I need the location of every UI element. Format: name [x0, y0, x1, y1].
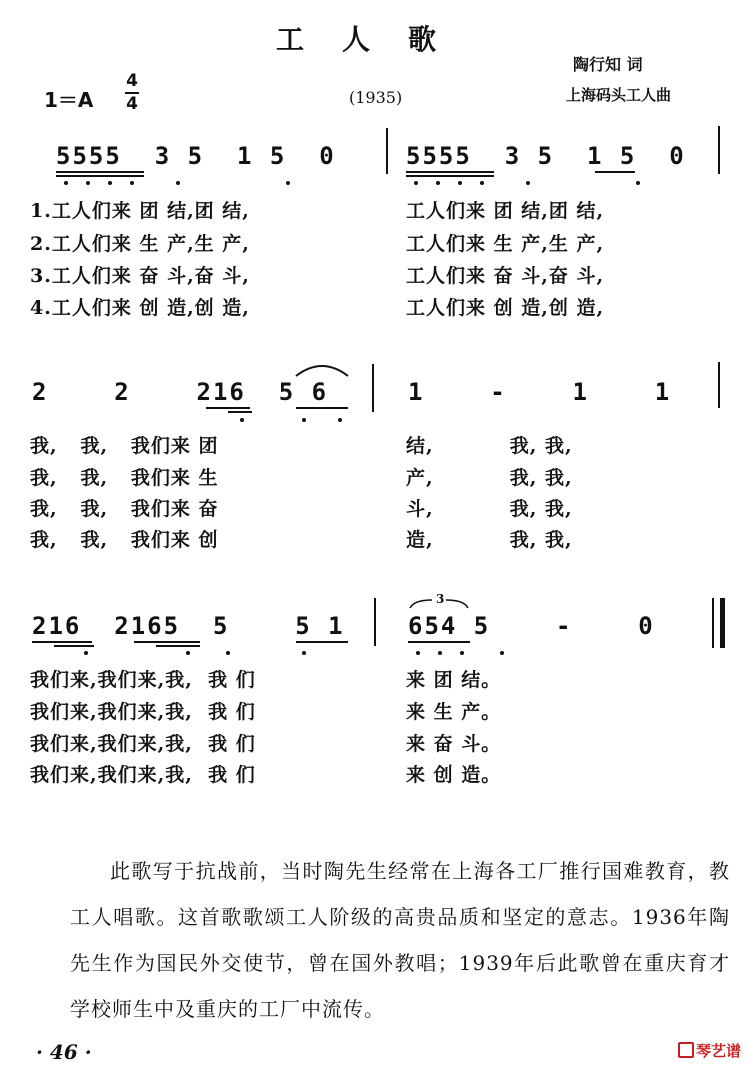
lyric-verse2-part1: 我, 我, 我们来 生	[30, 467, 219, 489]
sixteenth-beam	[228, 411, 252, 413]
lyric-verse1-part1: 1.工人们来 团 结,团 结,	[30, 200, 250, 222]
lyric-verse2-part1: 我们来,我们来,我, 我 们	[30, 701, 256, 723]
notes-system3-part2: 654 5 - 0	[408, 612, 655, 640]
triplet-bracket	[408, 596, 470, 610]
lyric-verse1-part2: 来 团 结。	[406, 669, 502, 691]
eighth-beam	[206, 407, 250, 409]
slur	[294, 362, 350, 378]
song-note-text: 此歌写于抗战前，当时陶先生经常在上海各工厂推行国难教育，教工人唱歌。这首歌歌颂工人阶级的高贵品质和坚定的意志。1936年陶先生作为国民外交使节，曾在国外教唱；1939年后此歌曾在重庆育才学校师生中及重庆的工厂中流传。	[70, 859, 730, 1021]
octave-dot	[458, 181, 462, 185]
lyric-verse3-part2: 工人们来 奋 斗,奋 斗,	[406, 265, 605, 287]
octave-dot	[414, 181, 418, 185]
octave-dot	[636, 181, 640, 185]
lyric-verse1-part1: 我们来,我们来,我, 我 们	[30, 669, 256, 691]
lyric-verse3-part2: 斗, 我, 我,	[406, 498, 573, 520]
octave-dot	[286, 181, 290, 185]
lyric-verse2-part2: 产, 我, 我,	[406, 467, 573, 489]
lyric-verse1-part1: 我, 我, 我们来 团	[30, 435, 219, 457]
octave-dot	[302, 651, 306, 655]
octave-dot	[186, 651, 190, 655]
sixteenth-beam	[56, 175, 144, 177]
composer-credit: 上海码头工人曲	[566, 86, 672, 104]
notes-system2-part2: 1 - 1 1	[408, 378, 672, 406]
octave-dot	[526, 181, 530, 185]
eighth-beam	[56, 171, 144, 173]
eighth-beam	[32, 641, 92, 643]
eighth-beam	[406, 171, 494, 173]
barline	[374, 598, 376, 646]
page-number: · 46 ·	[36, 1040, 92, 1064]
octave-dot	[240, 418, 244, 422]
composition-year: (1935)	[349, 88, 403, 107]
octave-dot	[226, 651, 230, 655]
time-signature-top: 4	[126, 71, 138, 91]
key-signature: 1＝A	[44, 88, 94, 112]
notes-system1-part2: 5555 3 5 1 5 0	[406, 142, 686, 170]
octave-dot	[338, 418, 342, 422]
sixteenth-beam	[406, 175, 494, 177]
lyric-verse2-part2: 来 生 产。	[406, 701, 502, 723]
lyric-verse4-part1: 我, 我, 我们来 创	[30, 529, 219, 551]
octave-dot	[64, 181, 68, 185]
eighth-beam	[296, 641, 348, 643]
sixteenth-beam	[54, 645, 94, 647]
final-barline-thick	[720, 598, 725, 648]
barline	[718, 126, 720, 174]
time-signature-bottom: 4	[126, 94, 138, 114]
octave-dot	[108, 181, 112, 185]
triplet-mark: 3	[436, 592, 445, 606]
eighth-beam	[595, 171, 635, 173]
notes-system1-part1: 5555 3 5 1 5 0	[56, 142, 336, 170]
song-title: 工人歌	[275, 23, 474, 56]
lyric-verse3-part1: 我, 我, 我们来 奋	[30, 498, 219, 520]
lyric-verse4-part2: 工人们来 创 造,创 造,	[406, 297, 605, 319]
octave-dot	[130, 181, 134, 185]
sixteenth-beam	[156, 645, 200, 647]
lyricist-credit: 陶行知 词	[573, 55, 643, 74]
barline	[718, 362, 720, 408]
octave-dot	[86, 181, 90, 185]
lyric-verse3-part2: 来 奋 斗。	[406, 733, 502, 755]
song-note-paragraph	[70, 848, 730, 1032]
lyric-verse4-part1: 4.工人们来 创 造,创 造,	[30, 297, 250, 319]
lyric-verse4-part2: 造, 我, 我,	[406, 529, 573, 551]
octave-dot	[460, 651, 464, 655]
lyric-verse1-part2: 结, 我, 我,	[406, 435, 573, 457]
notes-system2-part1: 2 2 216 5 6	[32, 378, 329, 406]
eighth-beam	[408, 641, 470, 643]
lyric-verse4-part1: 我们来,我们来,我, 我 们	[30, 764, 256, 786]
octave-dot	[480, 181, 484, 185]
notes-system3-part1: 216 2165 5 5 1	[32, 612, 345, 640]
octave-dot	[416, 651, 420, 655]
barline	[372, 364, 374, 412]
time-signature	[125, 72, 139, 114]
lyric-verse1-part2: 工人们来 团 结,团 结,	[406, 200, 605, 222]
octave-dot	[436, 181, 440, 185]
lyric-verse2-part1: 2.工人们来 生 产,生 产,	[30, 233, 250, 255]
final-barline-thin	[712, 598, 714, 648]
lyric-verse4-part2: 来 创 造。	[406, 764, 502, 786]
octave-dot	[176, 181, 180, 185]
eighth-beam	[296, 407, 348, 409]
lyric-verse2-part2: 工人们来 生 产,生 产,	[406, 233, 605, 255]
octave-dot	[438, 651, 442, 655]
octave-dot	[500, 651, 504, 655]
watermark-logo-icon	[678, 1042, 694, 1058]
site-watermark	[678, 1040, 741, 1061]
barline	[386, 128, 388, 174]
lyric-verse3-part1: 我们来,我们来,我, 我 们	[30, 733, 256, 755]
octave-dot	[302, 418, 306, 422]
octave-dot	[84, 651, 88, 655]
lyric-verse3-part1: 3.工人们来 奋 斗,奋 斗,	[30, 265, 250, 287]
watermark-text: 琴艺谱	[696, 1042, 742, 1060]
eighth-beam	[134, 641, 200, 643]
